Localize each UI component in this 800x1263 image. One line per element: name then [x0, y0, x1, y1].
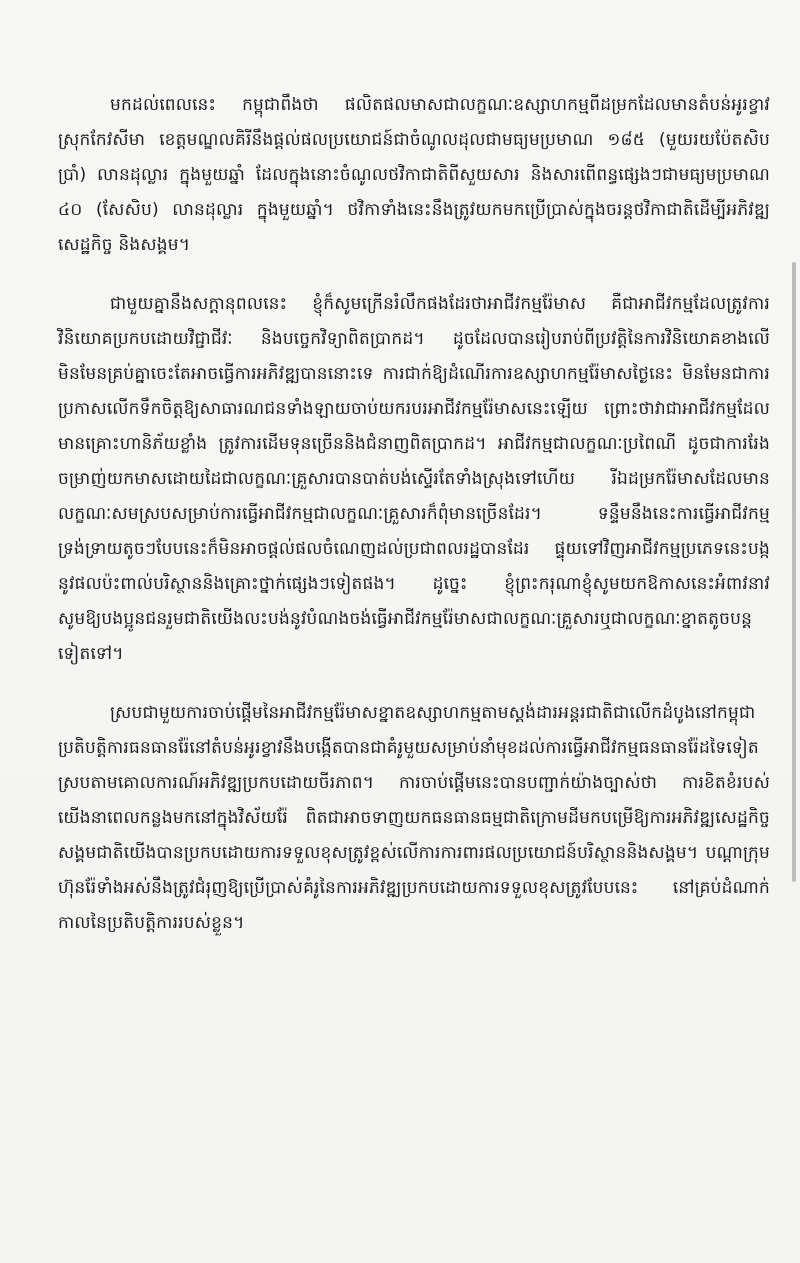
document-body: [58, 88, 770, 965]
paragraph-3: ស្របជាមួយការចាប់ផ្តើមនៃអាជីវកម្មរ៉ែមាសខ្នាតឧស្សាហកម្មតាមស្តង់ដារអន្តរជាតិជាលើកដំបូងនៅកម្ពុជា ប្រតិបត្តិការធនធានរ៉ែនៅតំបន់អូរខ្វាវនឹងបង្កើតបានជាគំរូមួយសម្រាប់នាំមុខដល់ការធ្វើអាជីវកម្មធនធានរ៉ែដទៃទៀត ស្របតាមគោលការណ៍អភិវឌ្ឍប្រកបដោយចីរភាព។ ការចាប់ផ្តើមនេះបានបញ្ជាក់យ៉ាងច្បាស់ថា ការខិតខំរបស់យើងនាពេលកន្លងមកនៅក្នុងវិស័យរ៉ែ ពិតជាអាចទាញយកធនធានធម្មជាតិក្រោមដីមកបម្រើឱ្យការអភិវឌ្ឍសេដ្ឋកិច្ចសង្គមជាតិយើងបានប្រកបដោយការទទួលខុសត្រូវខ្ពស់លើការការពារផលប្រយោជន៍បរិស្ថាននិងសង្គម។ បណ្តាក្រុមហ៊ុនរ៉ែទាំងអស់នឹងត្រូវជំរុញឱ្យប្រើប្រាស់គំរូនៃការអភិវឌ្ឍប្រកបដោយការទទួលខុសត្រូវបែបនេះ នៅគ្រប់ដំណាក់កាលនៃប្រតិបត្តិការរបស់ខ្លួន។: [58, 703, 770, 933]
scrollbar[interactable]: [792, 262, 796, 882]
paragraph-2: ជាមួយគ្នានឹងសក្តានុពលនេះ ខ្ញុំក៏សូមក្រើនរំលឹកផងដែរថាអាជីវកម្មរ៉ែមាស គឺជាអាជីវកម្មដែលត្រូវការវិនិយោគប្រកបដោយវិជ្ជាជីវៈ និងបច្ចេកវិទ្យាពិតប្រាកដ។ ដូចដែលបានរៀបរាប់ពីប្រវត្តិនៃការវិនិយោគខាងលើ មិនមែនគ្រប់គ្នាចេះតែអាចធ្វើការអភិវឌ្ឍបាននោះទេ ការជាក់ឱ្យដំណើរការឧស្សាហកម្មរ៉ែមាសថ្ងៃនេះ មិនមែនជាការប្រកាសលើកទឹកចិត្តឱ្យសាធារណជនទាំងឡាយចាប់យករបរអាជីវកម្មរ៉ែមាសនេះឡើយ ព្រោះថាវាជាអាជីវកម្មដែលមានគ្រោះហានិភ័យខ្លាំង ត្រូវការដើមទុនច្រើននិងជំនាញពិតប្រាកដ។ អាជីវកម្មជាលក្ខណៈប្រពៃណី ដូចជាការរែង ចម្រាញ់យកមាសដោយដៃជាលក្ខណៈគ្រួសារបានបាត់បង់ស្ទើរតែទាំងស្រុងទៅហើយ រីឯដម្រករ៉ែមាសដែលមានលក្ខណៈសមស្របសម្រាប់ការធ្វើអាជីវកម្មជាលក្ខណៈគ្រួសារក៏ពុំមានច្រើនដែរ។ ទន្ទឹមនឹងនេះការធ្វើអាជីវកម្មទ្រង់ទ្រាយតូចៗបែបនេះក៏មិនអាចផ្តល់ផលចំណេញដល់ប្រជាពលរដ្ឋបានដែរ ផ្ទុយទៅវិញអាជីវកម្មប្រភេទនេះបង្កនូវផលប៉ះពាល់បរិស្ថាននិងគ្រោះថ្នាក់ផ្សេងៗទៀតផង។ ដូច្នេះ ខ្ញុំព្រះករុណាខ្ញុំសូមយកឱកាសនេះអំពាវនាវ សូមឱ្យបងប្អូនជនរួមជាតិយើងលះបង់នូវបំណងចង់ធ្វើអាជីវកម្មរ៉ែមាសជាលក្ខណៈគ្រួសារឬជាលក្ខណៈខ្នាតតូចបន្តទៀតទៅ។: [58, 294, 770, 664]
paragraph-1: មកដល់ពេលនេះ កម្ពុជាពឹងថា ផលិតផលមាសជាលក្ខណៈឧស្សាហកម្មពីដម្រកដែលមានតំបន់អូរខ្វាវ ស្រុកកែវសីមា ខេត្តមណ្ឌលគិរីនឹងផ្តល់ផលប្រយោជន៍ជាចំណូលដុលជាមធ្យមប្រមាណ ១៨៥ (មួយរយប៉ែតសិបប្រាំ) លានដុល្លារ ក្នុងមួយឆ្នាំ ដែលក្នុងនោះចំណូលថវិកាជាតិពីសួយសារ និងសារពើពន្ធផ្សេងៗជាមធ្យមប្រមាណ ៤០ (សែសិប) លានដុល្លារ ក្នុងមួយឆ្នាំ។ ថវិកាទាំងនេះនឹងត្រូវយកមកប្រើប្រាស់ក្នុងចរន្តថវិកាជាតិដើម្បីអភិវឌ្ឍសេដ្ឋកិច្ច និងសង្គម។: [58, 95, 770, 255]
